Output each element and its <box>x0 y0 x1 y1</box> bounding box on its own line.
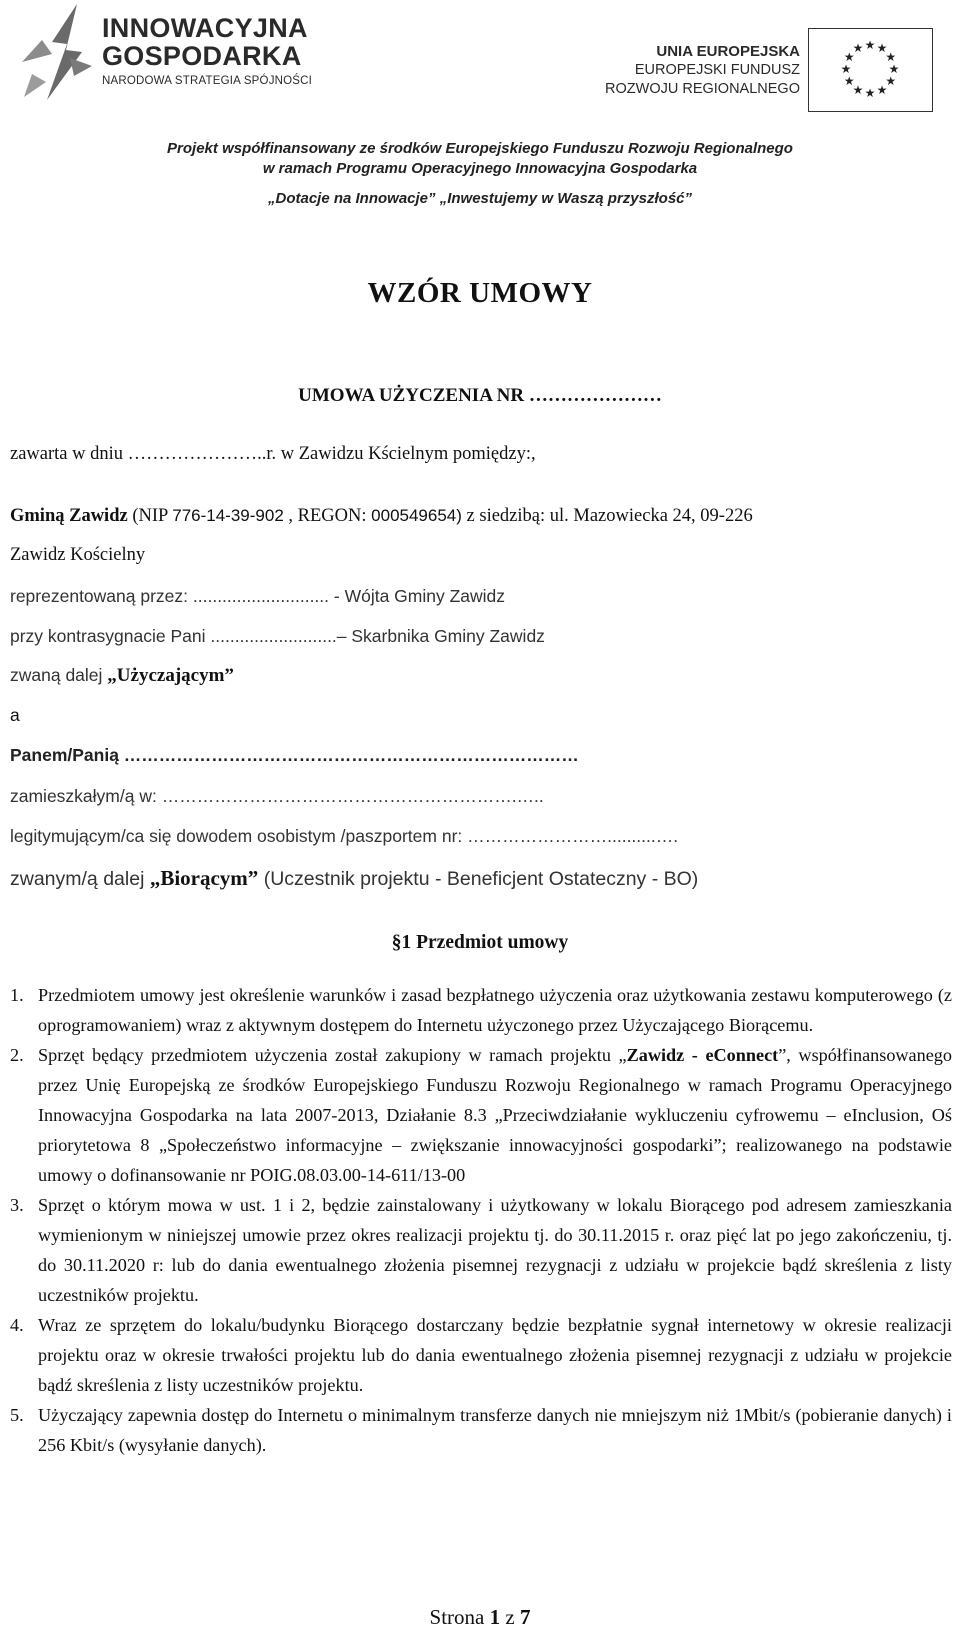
and-line: a <box>10 705 20 725</box>
project-line-2: w ramach Programu Operacyjnego Innowacyjna Gospodarka <box>262 160 698 177</box>
eu-star-icon: ★ <box>876 82 888 97</box>
eu-star-icon: ★ <box>885 50 897 64</box>
called1-name: „Użyczającym” <box>107 665 234 686</box>
list-item: 3. Sprzęt o którym mowa w ust. 1 i 2, będzie zainstalowany i użytkowany w lokalu Biorącego pod adresem zamieszkania wymienionym w niniejszej umowie przez okres realizacji projektu tj. do 30.11.2015 r. oraz pięć lat po jego zakończeniu, tj. do 30.11.2020 r: lub do dania ewentualnego złożenia pisemnej rezygnacji z udziału w projekcie bądź skreślenia z listy uczestników projektu. <box>10 1195 952 1305</box>
eu-star-icon: ★ <box>888 62 900 76</box>
eu-flag-icon <box>808 28 933 112</box>
logo-line-strategia: NARODOWA STRATEGIA SPÓJNOŚCI <box>102 75 313 87</box>
called2-line: zwanym/ą dalej „Biorącym” (Uczestnik projektu - Beneficjent Ostateczny - BO) <box>10 866 699 890</box>
date-place-line: zawarta w dniu …………………..r. w Zawidzu Kścielnym pomiędzy:, <box>10 444 536 464</box>
residing-line: zamieszkałym/ą w: …………………………………………………….….. <box>10 786 544 806</box>
eu-star-icon: ★ <box>852 41 864 56</box>
list-item: 2. Sprzęt będący przedmiotem użyczenia został zakupiony w ramach projektu „Zawidz - eConnect”, współfinansowanego przez Unię Europejską ze środków Europejskiego Funduszu Rozwoju Regionalnego w ramach Programu Operacyjnego Innowacyjna Gospodarka na lata 2007-2013, Działanie 8.3 „Przeciwdziałanie wykluczeniu cyfrowemu – eInclusion, Oś priorytetowa 8 „Społeczeństwo informacyjne – zwiększanie innowacyjności gospodarki”; realizowanego na podstawie umowy o dofinansowanie nr POIG.08.03.00-14-611/13-00 <box>10 1045 952 1185</box>
page-number: 1 <box>489 1605 501 1629</box>
star-arrow-logo-icon <box>22 2 100 102</box>
represented-line: reprezentowaną przez: ............................ - Wójta Gminy Zawidz <box>10 586 506 606</box>
list-item: 1. Przedmiotem umowy jest określenie warunków i zasad bezpłatnego użyczenia oraz użytkowania zestawu komputerowego (z oprogramowaniem) wraz z aktywnym dostępem do Internetu użyczonego przez Użyczającego Biorącemu. <box>10 985 952 1035</box>
section-1-list <box>10 980 952 1460</box>
eu-star-icon: ★ <box>864 86 876 100</box>
page-total: 7 <box>519 1605 531 1629</box>
page-footer: Strona 1 z 7 <box>429 1605 531 1629</box>
nip-value: 776-14-39-902 <box>172 506 284 525</box>
party2-line: Panem/Panią …………………………………………………………………… <box>10 745 579 765</box>
eu-line-1: UNIA EUROPEJSKA <box>656 43 800 60</box>
eu-star-icon: ★ <box>864 38 876 52</box>
document-title: WZÓR UMOWY <box>367 277 593 309</box>
section-1-title: §1 Przedmiot umowy <box>391 932 569 953</box>
called1-line: zwaną dalej „Użyczającym” <box>10 665 234 686</box>
project-slogans: „Dotacje na Innowacje” „Inwestujemy w Waszą przyszłość” <box>267 190 693 207</box>
called2-name: „Biorącym” <box>149 866 259 890</box>
project-name: Zawidz - eConnect <box>626 1045 779 1065</box>
id-document-line: legitymującym/ca się dowodem osobistym /paszportem nr: ……………………..........…. <box>10 826 679 846</box>
list-item: 4. Wraz ze sprzętem do lokalu/budynku Biorącego dostarczany będzie bezpłatnie sygnał internetowy w okresie realizacji projektu oraz w okresie trwałości projektu lub do dania ewentualnego złożenia pisemnej rezygnacji z udziału w projekcie bądź skreślenia z listy uczestników projektu. <box>10 1315 952 1395</box>
list-item: 5. Użyczający zapewnia dostęp do Internetu o minimalnym transferze danych nie mniejszym niż 1Mbit/s (pobieranie danych) i 256 Kbit/s (wysyłanie danych). <box>10 1405 952 1455</box>
party1-name: Gminą Zawidz <box>10 506 128 526</box>
regon-value: 000549654) <box>371 506 462 525</box>
eu-star-icon: ★ <box>843 74 855 88</box>
eu-star-icon: ★ <box>876 41 888 56</box>
eu-star-icon: ★ <box>843 50 855 64</box>
eu-line-3: ROZWOJU REGIONALNEGO <box>605 81 800 97</box>
eu-star-icon: ★ <box>852 82 864 97</box>
innowacyjna-gospodarka-logo <box>22 2 352 107</box>
party1-line: Gminą Zawidz (NIP 776-14-39-902 , REGON: 000549654) z siedzibą: ul. Mazowiecka 24, 09-226 <box>10 506 753 526</box>
eu-line-2: EUROPEJSKI FUNDUSZ <box>634 62 800 78</box>
eu-logo <box>580 26 936 116</box>
eu-star-icon: ★ <box>885 74 897 88</box>
logo-line-gospodarka: GOSPODARKA <box>102 41 302 71</box>
logo-line-innowacyjna: INNOWACYJNA <box>102 13 308 43</box>
party1-address-line2: Zawidz Kościelny <box>10 545 146 565</box>
contract-heading: UMOWA UŻYCZENIA NR ………………… <box>298 385 662 406</box>
eu-star-icon: ★ <box>840 62 852 76</box>
countersign-line: przy kontrasygnacie Pani ..........................– Skarbnika Gminy Zawidz <box>10 626 545 646</box>
project-line-1: Projekt współfinansowany ze środków Europejskiego Funduszu Rozwoju Regionalnego <box>167 140 793 157</box>
